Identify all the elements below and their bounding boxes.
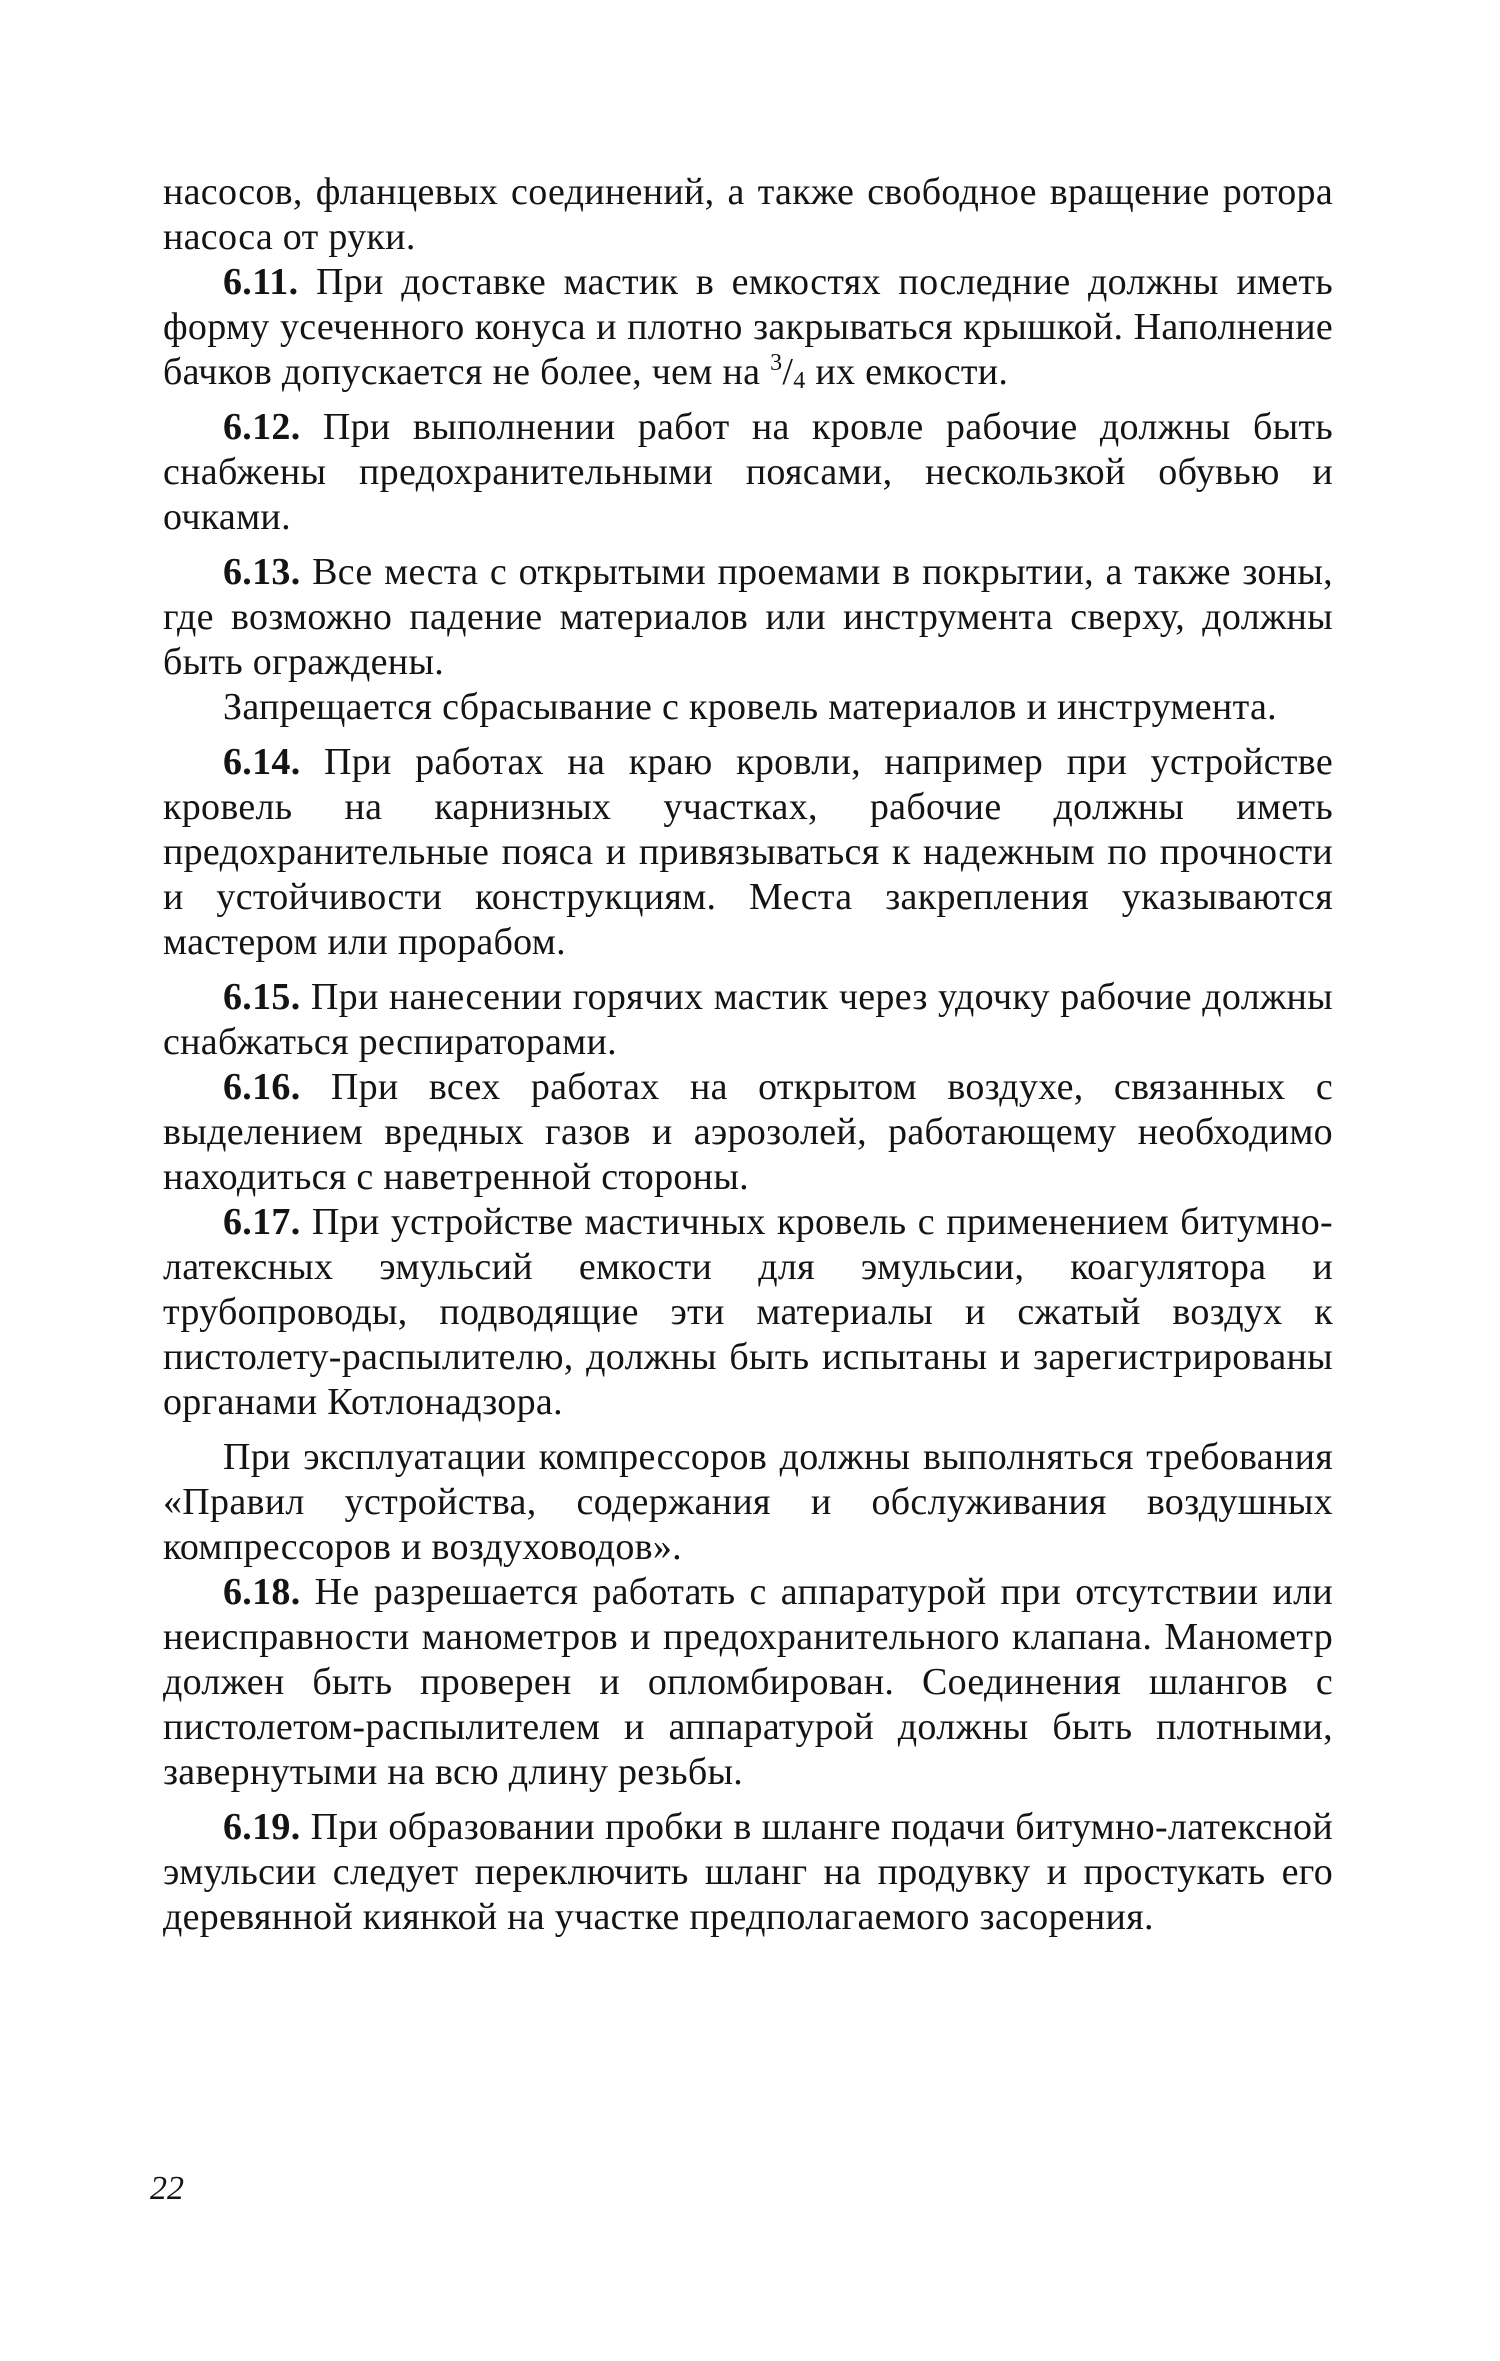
paragraph-prohibition — [163, 685, 1333, 730]
clause-number: 6.19. — [223, 1806, 301, 1848]
clause-number: 6.14. — [223, 741, 301, 783]
fraction-denominator: 4 — [793, 368, 806, 394]
paragraph-6-17 — [163, 1200, 1333, 1425]
paragraph-6-13 — [163, 550, 1333, 685]
paragraph-text: Не разрешается работать с аппаратурой при отсутствии или неисправности манометров и предохранительного клапана. Манометр должен быть проверен и опломбирован. Соединения шлангов с пистолетом-распылителем и аппаратурой должны быть плотными, завернутыми на всю длину резьбы. — [163, 1571, 1333, 1793]
paragraph-text: При работах на краю кровли, например при устройстве кровель на карнизных участках, рабочие должны иметь предохранительные пояса и привязываться к надежным по прочности и устойчивости конструкциям. Места закрепления указываются мастером или прорабом. — [163, 741, 1333, 963]
paragraph-6-15 — [163, 975, 1333, 1065]
page-body — [163, 170, 1333, 1940]
paragraph-text: При доставке мастик в емкостях последние должны иметь форму усеченного конуса и плотно закрываться крышкой. Наполнение бачков допускается не более, чем на — [163, 261, 1333, 393]
paragraph-6-11: 6.11. При доставке мастик в емкостях последние должны иметь форму усеченного конуса и плотно закрываться крышкой. Наполнение бачков допускается не более, чем на $^3/_4$ их емкости. — [163, 261, 1333, 394]
paragraph-text: При эксплуатации компрессоров должны выполняться требования «Правил устройства, содержания и обслуживания воздушных компрессоров и воздуховодов». — [163, 1436, 1333, 1568]
paragraph-text: Запрещается сбрасывание с кровель материалов и инструмента. — [223, 686, 1277, 728]
paragraph-6-18 — [163, 1570, 1333, 1795]
clause-number: 6.12. — [223, 406, 301, 448]
paragraph-text: При образовании пробки в шланге подачи битумно-латексной эмульсии следует переключить шланг на продувку и простукать его деревянной киянкой на участке предполагаемого засорения. — [163, 1806, 1333, 1938]
clause-number: 6.15. — [223, 976, 301, 1018]
paragraph-6-12 — [163, 405, 1333, 540]
paragraph-text: При устройстве мастичных кровель с применением битумно-латексных эмульсий емкости для эмульсии, коагулятора и трубопроводы, подводящие эти материалы и сжатый воздух к пистолету-распылителю, должны быть испытаны и зарегистрированы органами Котлонадзора. — [163, 1201, 1333, 1423]
paragraph-text: насосов, фланцевых соединений, а также свободное вращение ротора насоса от руки. — [163, 171, 1333, 258]
clause-number: 6.16. — [223, 1066, 301, 1108]
paragraph-text: При нанесении горячих мастик через удочку рабочие должны снабжаться респираторами. — [163, 976, 1333, 1063]
paragraph-text-tail: их емкости. — [805, 351, 1009, 393]
clause-number: 6.18. — [223, 1571, 301, 1613]
paragraph-text: При выполнении работ на кровле рабочие должны быть снабжены предохранительными поясами, нескользкой обувью и очками. — [163, 406, 1333, 538]
clause-number: 6.13. — [223, 551, 301, 593]
paragraph-text: При всех работах на открытом воздухе, связанных с выделением вредных газов и аэрозолей, работающему необходимо находиться с наветренной стороны. — [163, 1066, 1333, 1198]
paragraph-6-16 — [163, 1065, 1333, 1200]
paragraph-text: Все места с открытыми проемами в покрытии, а также зоны, где возможно падение материалов или инструмента сверху, должны быть ограждены. — [163, 551, 1333, 683]
paragraph-compressors — [163, 1435, 1333, 1570]
clause-number: 6.17. — [223, 1201, 301, 1243]
paragraph-6-14 — [163, 740, 1333, 965]
paragraph-6-19 — [163, 1805, 1333, 1940]
paragraph-continuation — [163, 170, 1333, 260]
fraction-numerator: 3 — [770, 350, 783, 376]
clause-number: 6.11. — [223, 261, 299, 303]
page-number: 22 — [150, 2170, 184, 2207]
